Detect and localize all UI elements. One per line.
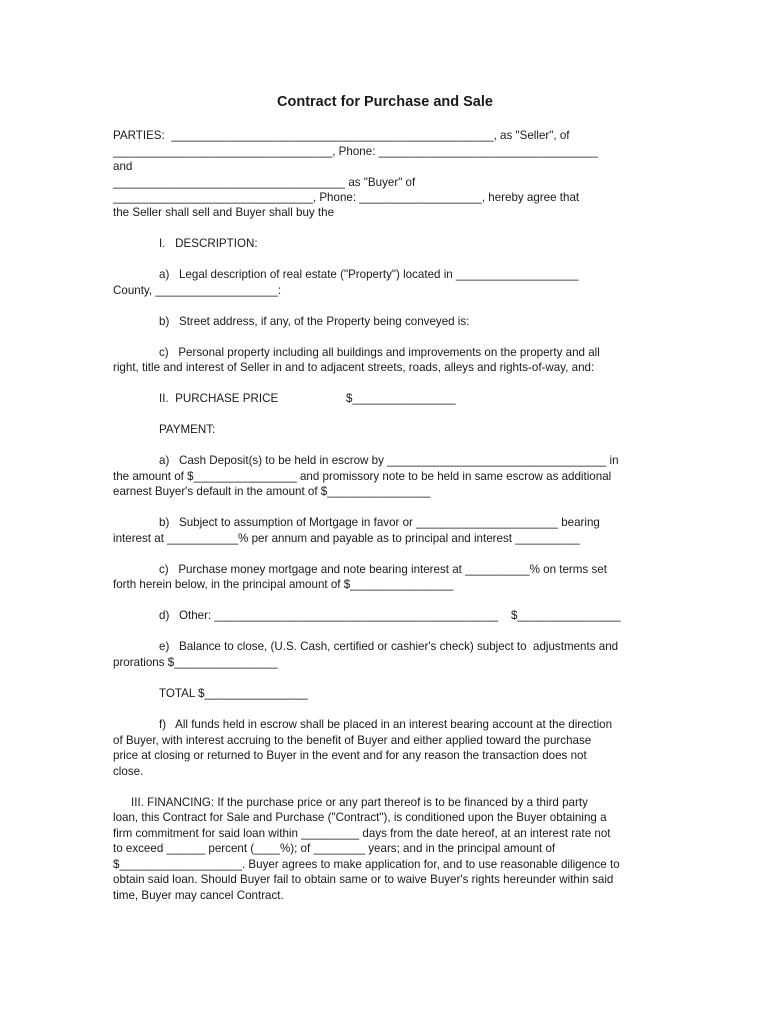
financing-line-4: to exceed ______ percent (____%); of ________ years; and in the principal amount of: [113, 842, 556, 855]
purchase-price-label: II. PURCHASE PRICE: [159, 392, 279, 405]
parties-line-1: PARTIES: __________________________________________________, as "Seller", of: [113, 129, 570, 142]
payment-f-line-1: f) All funds held in escrow shall be placed in an interest bearing account at the direction: [159, 718, 613, 731]
financing-line-1: III. FINANCING: If the purchase price or any part thereof is to be financed by a third party: [131, 796, 588, 809]
payment-a-line-3: earnest Buyer's default in the amount of $________________: [113, 485, 431, 498]
financing-line-7: time, Buyer may cancel Contract.: [113, 889, 284, 902]
payment-d: d) Other: ____________________________________________ $________________: [159, 609, 621, 622]
payment-e-line-1: e) Balance to close, (U.S. Cash, certified or cashier's check) subject to adjustments and: [159, 640, 619, 653]
parties-line-4: ____________________________________ as "Buyer" of: [113, 176, 416, 189]
financing-line-3: firm commitment for said loan within _________ days from the date hereof, at an interest rate not: [113, 827, 611, 840]
payment-b-line-2: interest at ___________% per annum and payable as to principal and interest __________: [113, 532, 580, 545]
payment-e-line-2: prorations $________________: [113, 656, 278, 669]
parties-line-5: _______________________________, Phone: ___________________, hereby agree that: [113, 191, 580, 204]
description-b: b) Street address, if any, of the Property being conveyed is:: [159, 315, 470, 328]
payment-a-line-2: the amount of $________________ and promissory note to be held in same escrow as additional: [113, 470, 612, 483]
payment-c-line-2: forth herein below, in the principal amount of $________________: [113, 578, 454, 591]
payment-heading: PAYMENT:: [159, 423, 216, 436]
description-heading: I. DESCRIPTION:: [159, 237, 258, 250]
payment-f-line-2: of Buyer, with interest accruing to the benefit of Buyer and either applied toward the purchase: [113, 734, 592, 747]
description-a-line-2: County, ___________________:: [113, 284, 282, 297]
financing-line-6: obtain said loan. Should Buyer fail to obtain same or to waive Buyer's rights hereunder within said: [113, 873, 614, 886]
parties-line-3: and: [113, 160, 133, 173]
financing-line-5: $___________________. Buyer agrees to make application for, and to use reasonable diligence to: [113, 858, 620, 871]
financing-line-2: loan, this Contract for Sale and Purchase ("Contract"), is conditioned upon the Buyer obtaining a: [113, 811, 607, 824]
payment-b-line-1: b) Subject to assumption of Mortgage in favor or ______________________ bearing: [159, 516, 600, 529]
description-a-line-1: a) Legal description of real estate ("Property") located in ___________________: [159, 268, 579, 281]
parties-line-2: __________________________________, Phone: __________________________________: [113, 145, 598, 158]
parties-line-6: the Seller shall sell and Buyer shall buy the: [113, 206, 335, 219]
payment-f-line-3: price at closing or returned to Buyer in the event and for any reason the transaction does not: [113, 749, 587, 762]
payment-total: TOTAL $________________: [159, 687, 308, 700]
description-c-line-2: right, title and interest of Seller in and to adjacent streets, roads, alleys and rights-of-way, and:: [113, 361, 595, 374]
payment-a-line-1: a) Cash Deposit(s) to be held in escrow by __________________________________ in: [159, 454, 619, 467]
payment-c-line-1: c) Purchase money mortgage and note bearing interest at __________% on terms set: [159, 563, 607, 576]
payment-f-line-4: close.: [113, 765, 144, 778]
purchase-price-value: $________________: [346, 392, 456, 405]
description-c-line-1: c) Personal property including all buildings and improvements on the property and all: [159, 346, 600, 359]
document-title: Contract for Purchase and Sale: [277, 94, 493, 110]
